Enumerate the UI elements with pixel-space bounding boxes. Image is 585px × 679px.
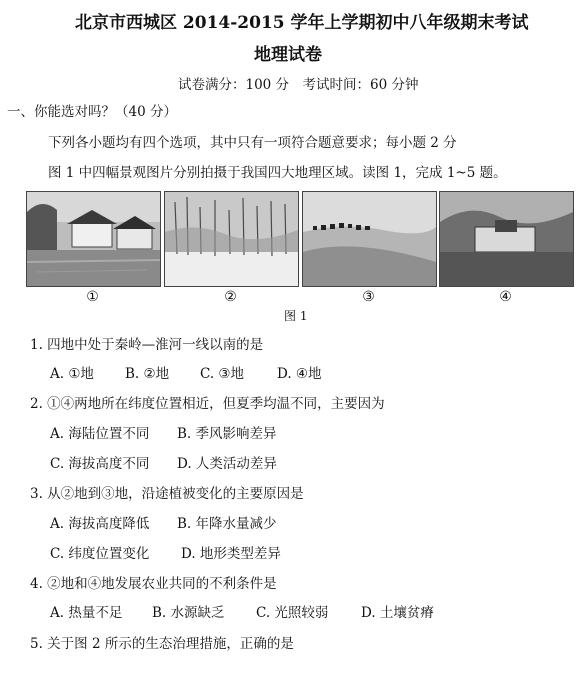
- figure-label-1: ①: [86, 289, 99, 305]
- figure-label-3: ③: [362, 289, 375, 305]
- q2-option-c: C. 海拔高度不同: [50, 456, 150, 472]
- q1-option-b: B. ②地: [125, 366, 170, 382]
- q2-option-d: D. 人类活动差异: [177, 456, 277, 472]
- figure-caption: 图 1: [284, 309, 308, 323]
- question-4-stem: 4. ②地和④地发展农业共同的不利条件是: [30, 576, 277, 592]
- figure-label-2: ②: [224, 289, 237, 305]
- q4-option-a: A. 热量不足: [50, 605, 123, 621]
- question-3-stem: 3. 从②地到③地，沿途植被变化的主要原因是: [30, 486, 304, 502]
- q1-option-c: C. ③地: [200, 366, 245, 382]
- section-instruction: 下列各小题均有四个选项，其中只有一项符合题意要求；每小题 2 分: [48, 135, 457, 151]
- photo-4-plateau-palace: [439, 191, 574, 287]
- question-2-stem: 2. ①④两地所在纬度位置相近，但夏季均温不同，主要因为: [30, 396, 385, 412]
- exam-info: 试卷满分：100 分 考试时间：60 分钟: [178, 77, 419, 93]
- q3-option-a: A. 海拔高度降低: [50, 516, 150, 532]
- q2-option-a: A. 海陆位置不同: [50, 426, 150, 442]
- photo-3-desert-camels: [302, 191, 437, 287]
- question-1-stem: 1. 四地中处于秦岭—淮河一线以南的是: [30, 337, 264, 353]
- q3-option-d: D. 地形类型差异: [181, 546, 281, 562]
- exam-title: 北京市西城区 2014-2015 学年上学期初中八年级期末考试: [75, 13, 529, 33]
- photo-1-water-town: [26, 191, 161, 287]
- q1-option-a: A. ①地: [50, 366, 94, 382]
- exam-subtitle: 地理试卷: [254, 45, 322, 65]
- q3-option-c: C. 纬度位置变化: [50, 546, 150, 562]
- photo-2-snow-forest: [164, 191, 299, 287]
- q4-option-b: B. 水源缺乏: [152, 605, 225, 621]
- q4-option-d: D. 土壤贫瘠: [361, 605, 434, 621]
- q1-option-d: D. ④地: [277, 366, 322, 382]
- q2-option-b: B. 季风影响差异: [177, 426, 277, 442]
- q3-option-b: B. 年降水量减少: [177, 516, 277, 532]
- question-5-stem: 5. 关于图 2 所示的生态治理措施，正确的是: [30, 636, 294, 652]
- q4-option-c: C. 光照较弱: [256, 605, 329, 621]
- section-heading: 一、你能选对吗？（40 分）: [7, 104, 177, 120]
- figure-label-4: ④: [499, 289, 512, 305]
- section-context: 图 1 中四幅景观图片分别拍摄于我国四大地理区域。读图 1，完成 1~5 题。: [48, 165, 507, 181]
